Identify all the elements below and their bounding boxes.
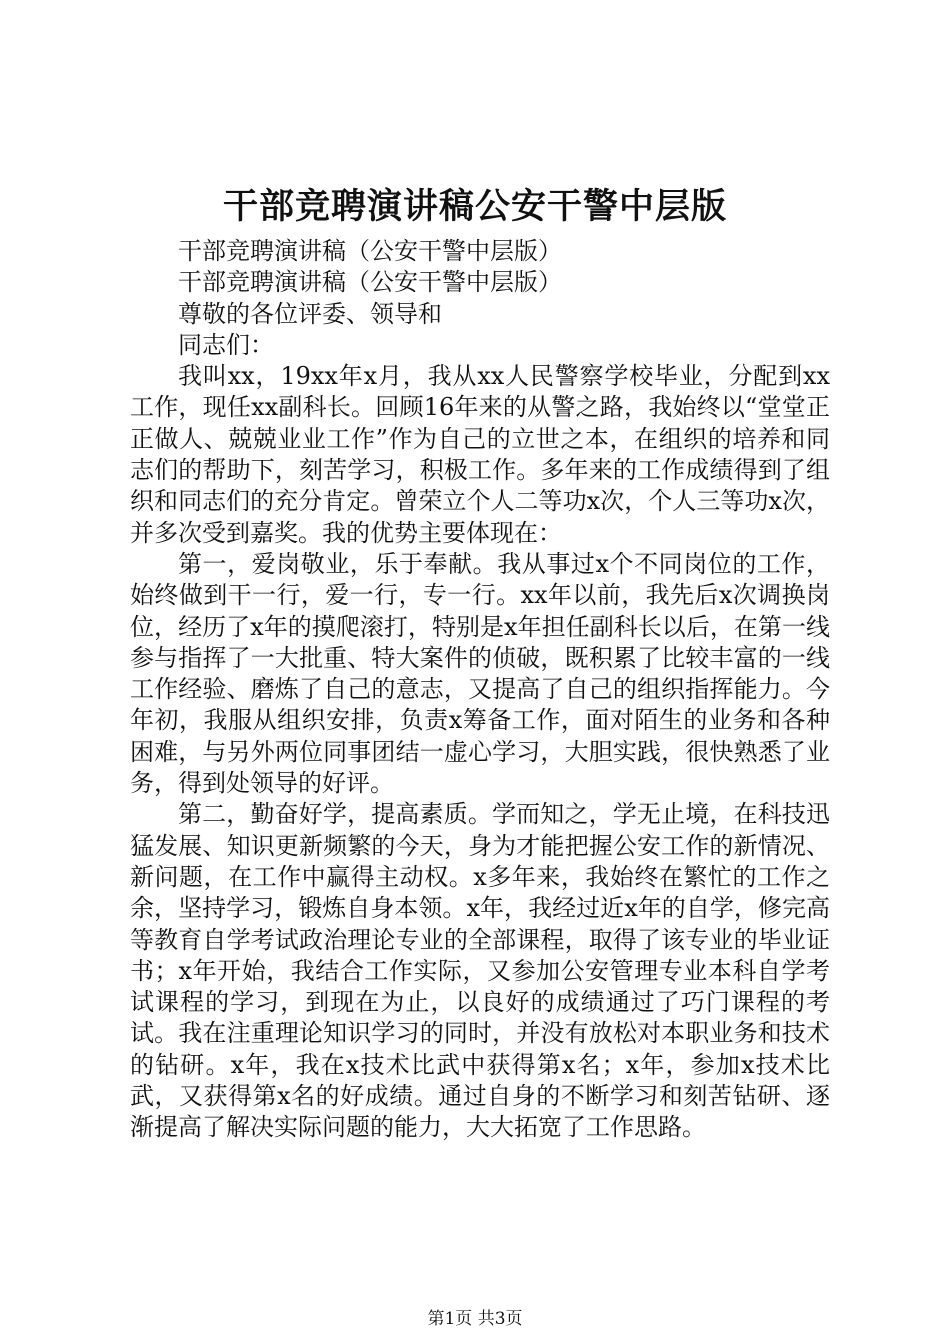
subtitle-line-2: 干部竞聘演讲稿（公安干警中层版）: [178, 268, 562, 297]
salutation-line-2: 同志们：: [178, 330, 274, 359]
paragraph-introduction: 我叫xx，19xx年x月，我从xx人民警察学校毕业，分配到xx工作，现任xx副科长。回顾16年来的从警之路，我始终以“堂堂正正做人、兢兢业业工作”作为自己的立世之本，在组织的培养和同志们的帮助下，刻苦学习，积极工作。多年来的工作成绩得到了组织和同志们的充分肯定。曾荣立个人二等功x次，个人三等功x次，并多次受到嘉奖。我的优势主要体现在：: [130, 362, 830, 547]
subtitle-line-1: 干部竞聘演讲稿（公安干警中层版）: [178, 237, 562, 265]
document-body: [130, 236, 830, 1144]
document-title: 干部竞聘演讲稿公安干警中层版: [222, 186, 727, 227]
paragraph-second-strength: 第二，勤奋好学，提高素质。学而知之，学无止境，在科技迅猛发展、知识更新频繁的今天，身为才能把握公安工作的新情况、新问题，在工作中赢得主动权。x多年来，我始终在繁忙的工作之余，坚持学习，锻炼自身本领。x年，我经过近x年的自学，修完高等教育自学考试政治理论专业的全部课程，取得了该专业的毕业证书；x年开始，我结合工作实际，又参加公安管理专业本科自学考试课程的学习，到现在为止，以良好的成绩通过了巧门课程的考试。我在注重理论知识学习的同时，并没有放松对本职业务和技术的钻研。x年，我在x技术比武中获得第x名；x年，参加x技术比武，又获得第x名的好成绩。通过自身的不断学习和刻苦钻研、逐渐提高了解决实际问题的能力，大大拓宽了工作思路。: [130, 800, 830, 1142]
page-number-footer: 第1页 共3页: [427, 1309, 523, 1329]
paragraph-first-strength: 第一，爱岗敬业，乐于奉献。我从事过x个不同岗位的工作，始终做到干一行，爱一行，专一行。xx年以前，我先后x次调换岗位，经历了x年的摸爬滚打，特别是x年担任副科长以后，在第一线参与指挥了一大批重、特大案件的侦破，既积累了比较丰富的一线工作经验、磨炼了自己的意志，又提高了自己的组织指挥能力。今年初，我服从组织安排，负责x筹备工作，面对陌生的业务和各种困难，与另外两位同事团结一虚心学习，大胆实践，很快熟悉了业务，得到处领导的好评。: [130, 549, 830, 798]
salutation-line-1: 尊敬的各位评委、领导和: [178, 299, 442, 328]
